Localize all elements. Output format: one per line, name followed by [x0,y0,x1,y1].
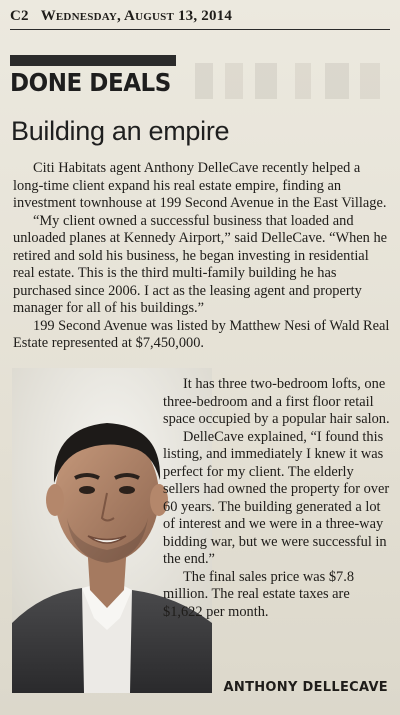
article-body-right [163,376,391,621]
paragraph: 199 Second Avenue was listed by Matthew Nesi of Wald Real Estate represented at $7,450,000. [13,317,390,351]
paragraph: “My client owned a successful business that loaded and unloaded planes at Kennedy Airport,” said DelleCave. “When he retired and sold his business, he began investing in residential real estate. This is the third multi-family building he has purchased since 2006. I act as the leasing agent and property manager for all of his buildings.” [13,212,388,316]
section-title: DONE DEALS [10,68,171,97]
article-headline: Building an empire [11,116,230,146]
paragraph: It has three two-bedroom lofts, one three-bedroom and a first floor retail space occupied by a popular hair salon. [163,376,390,427]
page-number: C2 [10,8,29,24]
paragraph: The final sales price was $7.8 million. The real estate taxes are $1,622 per month. [163,568,355,620]
section-rule [10,55,176,66]
article-body-top [13,160,391,353]
bleed-through-shapes [185,58,390,103]
bleed-through-texture [185,58,390,103]
paragraph: Citi Habitats agent Anthony DelleCave recently helped a long-time client expand his real estate empire, finding an investment townhouse at 199 Second Avenue in the East Village. [13,160,387,211]
paragraph: DelleCave explained, “I found this listing, and immediately I knew it was perfect for my client. The elderly sellers had owned the property for over 60 years. The building generated a lot of interest and we were in a three-way bidding war, but we were successful in the end.” [163,428,390,567]
page-dateline [10,8,390,30]
publication-date: Wednesday, August 13, 2014 [40,8,233,24]
photo-caption: ANTHONY DELLECAVE [223,680,388,695]
